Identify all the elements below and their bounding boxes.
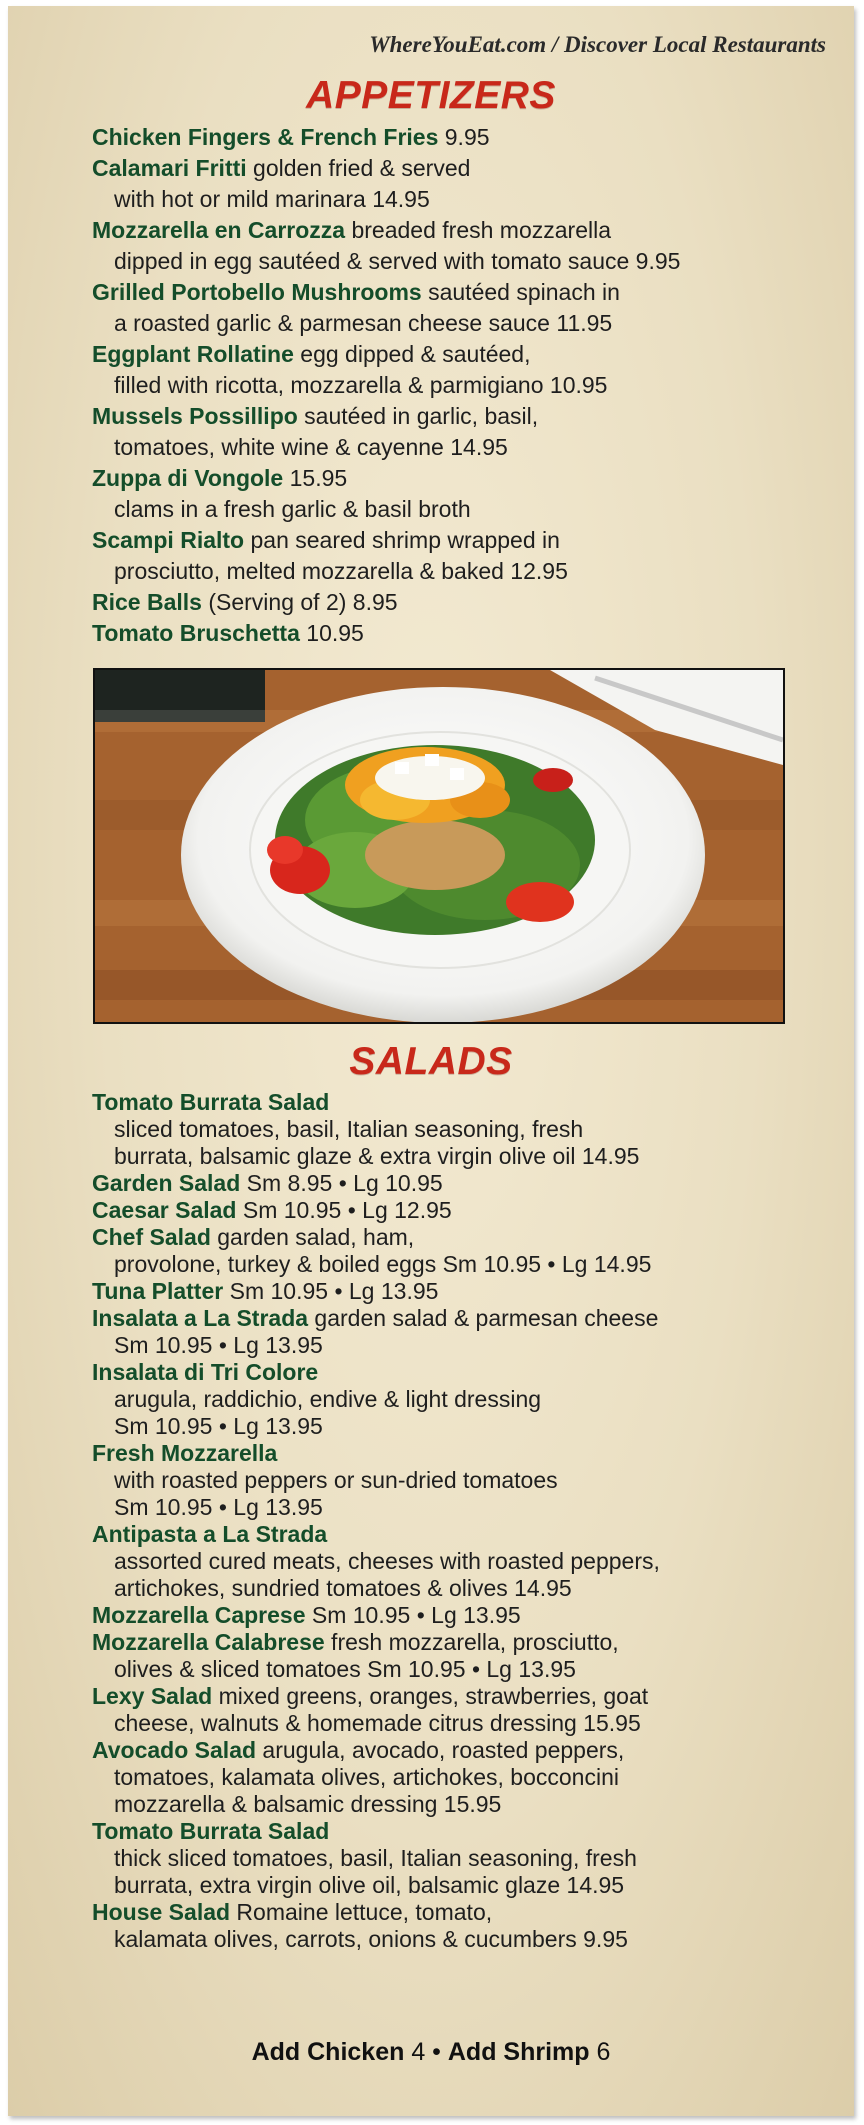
menu-item-description: burrata, extra virgin olive oil, balsamic glaze 14.95 (114, 1872, 625, 1898)
add-chicken-price: 4 • (404, 2038, 448, 2066)
menu-item (92, 277, 842, 339)
menu-item-description: arugula, raddichio, endive & light dressing (114, 1386, 542, 1412)
menu-item-description: cheese, walnuts & homemade citrus dressing 15.95 (114, 1710, 641, 1736)
add-chicken-label: Add Chicken (251, 2038, 405, 2066)
menu-item-description: (Serving of 2) 8.95 (201, 589, 398, 615)
menu-item-description: mozzarella & balsamic dressing 15.95 (114, 1791, 502, 1817)
menu-item-name: Rice Balls (92, 589, 202, 615)
menu-item-name: Insalata di Tri Colore (92, 1359, 319, 1385)
menu-item-name: Calamari Fritti (92, 155, 247, 181)
menu-item-description: Sm 10.95 • Lg 13.95 (114, 1413, 323, 1439)
menu-item (92, 1602, 842, 1629)
menu-item-name: Zuppa di Vongole (92, 465, 284, 491)
menu-item-name: Lexy Salad (92, 1683, 213, 1709)
menu-item-name: Chef Salad (92, 1224, 211, 1250)
menu-item (92, 587, 842, 618)
add-shrimp-label: Add Shrimp (447, 2038, 590, 2066)
menu-item-description: Sm 10.95 • Lg 12.95 (236, 1197, 452, 1223)
menu-item (92, 1899, 842, 1953)
menu-item (92, 1197, 842, 1224)
menu-item-description: fresh mozzarella, prosciutto, (324, 1629, 619, 1655)
menu-item (92, 401, 842, 463)
menu-item-description: sautéed spinach in (421, 279, 620, 305)
salad-photo-illustration (95, 670, 783, 1022)
menu-item-description: burrata, balsamic glaze & extra virgin olive oil 14.95 (114, 1143, 640, 1169)
watermark: WhereYouEat.com / Discover Local Restaurants (369, 32, 826, 57)
salad-plate-photo (93, 668, 785, 1024)
menu-item-description: garden salad, ham, (210, 1224, 415, 1250)
menu-item-description: Sm 8.95 • Lg 10.95 (240, 1170, 443, 1196)
menu-item-name: Tomato Burrata Salad (92, 1089, 330, 1115)
menu-item (92, 1224, 842, 1278)
menu-item-description: kalamata olives, carrots, onions & cucumbers 9.95 (114, 1926, 628, 1952)
add-shrimp-price: 6 (589, 2038, 611, 2066)
menu-item (92, 525, 842, 587)
menu-item (92, 1683, 842, 1737)
appetizers-list (92, 122, 842, 649)
menu-item-description: artichokes, sundried tomatoes & olives 14.95 (114, 1575, 572, 1601)
menu-item-description: Sm 10.95 • Lg 13.95 (223, 1278, 439, 1304)
menu-item (92, 463, 842, 525)
menu-item-description: egg dipped & sautéed, (293, 341, 531, 367)
menu-item-name: Scampi Rialto (92, 527, 245, 553)
menu-item (92, 122, 842, 153)
menu-item-description: garden salad & parmesan cheese (308, 1305, 659, 1331)
salads-title: SALADS (349, 1040, 513, 1083)
menu-item-description: 10.95 (299, 620, 364, 646)
menu-item-description: breaded fresh mozzarella (345, 217, 612, 243)
menu-item-description: tomatoes, kalamata olives, artichokes, bocconcini (114, 1764, 619, 1790)
menu-item-description: filled with ricotta, mozzarella & parmigiano 10.95 (114, 372, 608, 398)
menu-item-description: prosciutto, melted mozzarella & baked 12.95 (114, 558, 568, 584)
menu-item-description: pan seared shrimp wrapped in (244, 527, 560, 553)
menu-item-description: with roasted peppers or sun-dried tomatoes (114, 1467, 558, 1493)
menu-item-name: Tomato Burrata Salad (92, 1818, 330, 1844)
menu-item-name: Insalata a La Strada (92, 1305, 309, 1331)
menu-item (92, 339, 842, 401)
menu-item (92, 1278, 842, 1305)
menu-item-name: Grilled Portobello Mushrooms (92, 279, 422, 305)
menu-item (92, 153, 842, 215)
menu-item-name: Chicken Fingers & French Fries (92, 124, 439, 150)
menu-item-name: Mozzarella Calabrese (92, 1629, 325, 1655)
menu-page (8, 6, 854, 2116)
menu-item-description: arugula, avocado, roasted peppers, (256, 1737, 625, 1763)
menu-item-description: sautéed in garlic, basil, (297, 403, 539, 429)
menu-item (92, 1440, 842, 1521)
menu-item-description: clams in a fresh garlic & basil broth (114, 496, 471, 522)
menu-item-description: Sm 10.95 • Lg 13.95 (114, 1494, 323, 1520)
menu-item-name: Avocado Salad (92, 1737, 257, 1763)
menu-item-description: Sm 10.95 • Lg 13.95 (114, 1332, 323, 1358)
menu-item-description: 9.95 (438, 124, 490, 150)
menu-item (92, 1305, 842, 1359)
menu-item (92, 1521, 842, 1602)
menu-item-name: Mozzarella Caprese (92, 1602, 306, 1628)
menu-item-description: tomatoes, white wine & cayenne 14.95 (114, 434, 508, 460)
menu-item-name: Mozzarella en Carrozza (92, 217, 346, 243)
menu-item-name: House Salad (92, 1899, 231, 1925)
appetizers-title: APPETIZERS (306, 74, 556, 117)
menu-item-name: Fresh Mozzarella (92, 1440, 278, 1466)
menu-item-name: Caesar Salad (92, 1197, 237, 1223)
menu-item-name: Eggplant Rollatine (92, 341, 294, 367)
menu-item-description: thick sliced tomatoes, basil, Italian seasoning, fresh (114, 1845, 637, 1871)
menu-item-description: Sm 10.95 • Lg 13.95 (305, 1602, 521, 1628)
menu-item (92, 1629, 842, 1683)
menu-item-name: Mussels Possillipo (92, 403, 298, 429)
menu-item (92, 1359, 842, 1440)
menu-item (92, 618, 842, 649)
menu-item-description: golden fried & served (246, 155, 471, 181)
menu-item-description: sliced tomatoes, basil, Italian seasoning, fresh (114, 1116, 584, 1142)
menu-item-description: Romaine lettuce, tomato, (230, 1899, 493, 1925)
menu-item-name: Tuna Platter (92, 1278, 224, 1304)
menu-item-description: 15.95 (283, 465, 348, 491)
menu-item-name: Garden Salad (92, 1170, 241, 1196)
menu-item-description: a roasted garlic & parmesan cheese sauce 11.95 (114, 310, 613, 336)
menu-item-description: provolone, turkey & boiled eggs Sm 10.95 • Lg 14.95 (114, 1251, 652, 1277)
menu-item-description: assorted cured meats, cheeses with roasted peppers, (114, 1548, 660, 1574)
menu-item (92, 1818, 842, 1899)
menu-item-name: Antipasta a La Strada (92, 1521, 328, 1547)
menu-item-description: olives & sliced tomatoes Sm 10.95 • Lg 13.95 (114, 1656, 576, 1682)
menu-item (92, 1170, 842, 1197)
menu-item-description: mixed greens, oranges, strawberries, goat (212, 1683, 649, 1709)
menu-item-description: with hot or mild marinara 14.95 (114, 186, 430, 212)
menu-item (92, 1737, 842, 1818)
salads-list (92, 1089, 842, 1953)
menu-item-name: Tomato Bruschetta (92, 620, 300, 646)
menu-item (92, 215, 842, 277)
add-protein-footer (8, 2038, 854, 2067)
menu-item (92, 1089, 842, 1170)
menu-item-description: dipped in egg sautéed & served with tomato sauce 9.95 (114, 248, 681, 274)
